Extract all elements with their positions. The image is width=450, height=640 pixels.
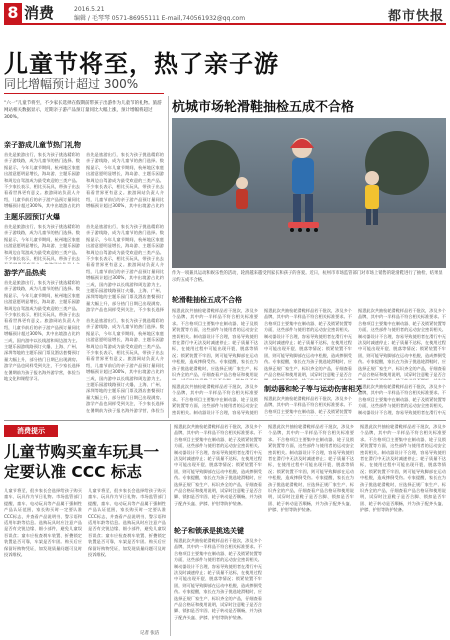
roller-skating-photo <box>172 118 446 268</box>
page-number: 8 <box>4 3 22 23</box>
right-subhead-2: 制动器和轮子等与运动伤害相关 <box>264 385 362 393</box>
main-body-col-3a: 首先是旅游出行，家长为孩子挑选精彩的亲子游线路，成为儿童节的热门选择。数据显示，今年儿童节期间，杭州地区家庭出游意愿明显增长，海岛游、主题乐园游和周边自驾游成为最受欢迎的三类产品。不少家长表示，相比买玩具，带孩子出去看看世界更有意义。旅游网站负责人介绍，儿童节前后的亲子游产品预订量同比增幅预计超过300%，其中出境游占比约三成，国内游中以长线游和周边游为主。主题乐园游线路预订火爆，上海、广州、深圳等地的主题乐园门票及酒店套餐预订量大幅上升，部分热门日期已出现满房。游学产品也同样受到关注，不少家长选择在暑期前为孩子报名海外游学营，体验当地文化和课程学习。 <box>4 280 80 382</box>
right-body-col-5: 据悉此次共抽检轮滑鞋样品若干批次，涉及多个品牌，其中约一半样品不符合相关标准要求。不合格项目主要集中在制动器、轮子及锁紧装置等方面，这些部件与使用者的运动安全密切相关。制动器设计不合理，容易导致使用 <box>172 384 258 415</box>
bottom-body-col-1: 儿童节将至，很多家长会选择给孩子购买童车、玩具作为节日礼物。市场监管部门提醒，童车、电动玩具等产品属于强制性产品认证范围，家长购买时一定要认准CCC标志，并查看产品说明书、警示语和适用年龄等信息。选购玩具时应注意产品是否有尖锐边缘、细小部件，避免儿童误吞误食；童车应检查刹车装置、折叠锁定装置是否可靠，车架是否牢固。购买后应保留好购物凭证，如发现质量问题可及时投诉维权。 <box>4 488 82 558</box>
main-subhead-1: 亲子游成儿童节热门礼物 <box>4 141 81 149</box>
main-body-col-3b: 首先是旅游出行，家长为孩子挑选精彩的亲子游线路，成为儿童节的热门选择。数据显示，今年儿童节期间，杭州地区家庭出游意愿明显增长，海岛游、主题乐园游和周边自驾游成为最受欢迎的三类产品。不少家长表示，相比买玩具，带孩子出去看看世界更有意义。旅游网站负责人介绍，儿童节前后的亲子游产品预订量同比增幅预计超过300%，其中出境游占比约三成，国内游中以长线游和周边游为主。主题乐园游线路预订火爆，上海、广州、深圳等地的主题乐园门票及酒店套餐预订量大幅上升，部分热门日期已出现满房。游学产品也同样受到关注，不少家长选择在暑期前为孩子报名海外游学营，体验当 <box>86 318 164 413</box>
issue-date: 2016.5.21 <box>74 6 105 13</box>
headline-rule <box>4 93 164 94</box>
bottom-headline: 儿童节购买童车玩具一定要认准 CCC 标志 <box>4 443 160 481</box>
column-divider <box>168 96 169 418</box>
right-body-col-4: 据悉此次共抽检轮滑鞋样品若干批次，涉及多个品牌，其中约一半样品不符合相关标准要求。不合格项目主要集中在制动器、轮子及锁紧装置等 <box>264 396 352 414</box>
right-body-col-2: 据悉此次共抽检轮滑鞋样品若干批次，涉及多个品牌，其中约一半样品不符合相关标准要求。不合格项目主要集中在制动器、轮子及锁紧装置等方面，这些部件与使用者的运动安全密切相关。制动器设计不合理，容易导致使用者在滑行中无法及时减速停止；轮子质量不达标，在使用过程中可能出现开裂、脱落等情况；锁紧装置不牢固，则可能导致脚部在运动中松脱，造成摔倒受伤。专家提醒，家长在为孩子挑选轮滑鞋时，应选择正规厂家生产、标识齐全的产品，仔细查看产品合格证和使用说明，试穿时注意鞋子是否合 <box>264 308 352 378</box>
right-bottom-col-1: 据悉此次共抽检轮滑鞋样品若干批次，涉及多个品牌，其中约一半样品不符合相关标准要求。不合格项目主要集中在制动器、轮子及锁紧装置等方面，这些部件与使用者的运动安全密切相关。制动器设计不合理，容易导致使用者在滑行中无法及时减速停止；轮子质量不达标，在使用过程中可能出现开裂、脱落等情况；锁紧装置不牢固，则可能导致脚部在运动中松脱，造成摔倒受伤。专家提醒，家长在为孩子挑选轮滑鞋时，应选择正规厂家生产、标识齐全的产品，仔细查看产品合格证和使用说明，试穿时注意鞋子是否合脚、锁扣是否牢固、轮子转动是否顺畅，并为孩子配齐头盔、护膝、护肘等防护装备。 <box>174 424 262 506</box>
consumer-tip-tag: 消费提示 <box>4 425 58 437</box>
bottom-author: 记者 张洁 <box>140 631 160 636</box>
section-divider <box>4 420 446 421</box>
right-bottom-col-3: 据悉此次共抽检轮滑鞋样品若干批次，涉及多个品牌，其中约一半样品不符合相关标准要求。不合格项目主要集中在制动器、轮子及锁紧装置等方面，这些部件与使用者的运动安全密切相关。制动器设计不合理，容易导致使用者在滑行中无法及时减速停止；轮子质量不达标，在使用过程中可能出现开裂、脱落等情况；锁紧装置不牢固，则可能导致脚部在运动中松脱，造成摔倒受伤。专家提醒，家长在为孩子挑选轮滑鞋时，应选择正规厂家生产、标识齐全的产品，仔细查看产品合格证和使用说明，试穿时注意鞋子是否合脚、锁扣是否牢固、轮子转动是否顺畅，并为孩子配齐头盔、护膝、护肘等防护装备。 <box>268 424 354 513</box>
main-body-col-1b: 首先是旅游出行，家长为孩子挑选精彩的亲子游线路，成为儿童节的热门选择。数据显示，今年儿童节期间，杭州地区家庭出游意愿明显增长，海岛游、主题乐园游和周边自驾游成为最受欢迎的三类产品。不少家长表示，相比买玩具，带孩子出去看看世界更有意义。旅游网站负责人介绍，儿童节前后的亲子游产品预订量同比增幅预计超过300%，其中出境游占比约 <box>86 152 164 209</box>
right-headline: 杭城市场轮滑鞋抽检五成不合格 <box>172 100 355 115</box>
main-headline: 儿童节将至，热了亲子游 <box>4 50 279 78</box>
editor-line: 编辑 / 毛琴琴 0571-86955111 E-mail,740561932@qq.com <box>74 15 246 22</box>
main-subhead-3: 游学产品热卖 <box>4 269 46 277</box>
page-header <box>4 3 446 25</box>
main-subheadline: 同比增幅预计超过 300% <box>4 77 139 91</box>
photo-caption: 作为一项兼具运动和娱乐性的活动，轮滑越来越受到家长和孩子的喜爱。近日，杭州市市场监管部门对市场上销售的轮滑鞋进行了抽检，结果显示约五成不合格。 <box>172 271 443 283</box>
right-subhead-1: 轮滑鞋抽检五成不合格 <box>172 296 242 304</box>
main-subhead-2: 主题乐园预订火爆 <box>4 213 60 221</box>
right-subhead-3: 轮子和锁承是挑选关键 <box>174 527 244 535</box>
main-body-col-2a: 首先是旅游出行，家长为孩子挑选精彩的亲子游线路，成为儿童节的热门选择。数据显示，今年儿童节期间，杭州地区家庭出游意愿明显增长，海岛游、主题乐园游和周边自驾游成为最受欢迎的三类产品。不少家长表示，相比买玩具，带孩子出去 <box>4 224 80 262</box>
right-bottom-col-2: 据悉此次共抽检轮滑鞋样品若干批次，涉及多个品牌，其中约一半样品不符合相关标准要求。不合格项目主要集中在制动器、轮子及锁紧装置等方面，这些部件与使用者的运动安全密切相关。制动器设计不合理，容易导致使用者在滑行中无法及时减速停止；轮子质量不达标，在使用过程中可能出现开裂、脱落等情况；锁紧装置不牢固，则可能导致脚部在运动中松脱，造成摔倒受伤。专家提醒，家长在为孩子挑选轮滑鞋时，应选择正规厂家生产、标识齐全的产品，仔细查看产品合格证和使用说明，试穿时注意鞋子是否合脚、锁扣是否牢固、轮子转动是否顺畅，并为孩子配齐头盔、护膝、护肘等防护装备。 <box>174 538 262 620</box>
bottom-column-divider <box>170 424 171 636</box>
main-body-col-1a: 首先是旅游出行，家长为孩子挑选精彩的亲子游线路，成为儿童节的热门选择。数据显示，今年儿童节期间，杭州地区家庭出游意愿明显增长，海岛游、主题乐园游和周边自驾游成为最受欢迎的三类产品。不少家长表示，相比买玩具，带孩子出去看看世界更有意义。旅游网站负责人介绍，儿童节前后的亲子游产品预订量同比增幅预计超过300%，其中出境游占比约 <box>4 152 80 209</box>
main-lead: “六一”儿童节将至，不少家长选择在假期前带孩子出游作为儿童节的礼物。旅游网站相关数据显示，近期亲子游产品预订量同比大幅上涨，预计增幅将超过300%。 <box>4 101 162 120</box>
right-body-col-3: 据悉此次共抽检轮滑鞋样品若干批次，涉及多个品牌，其中约一半样品不符合相关标准要求。不合格项目主要集中在制动器、轮子及锁紧装置等方面，这些部件与使用者的运动安全密切相关。制动器设计不合理，容易导致使用者在滑行中无法及时减速停止；轮子质量不达标，在使用过程中可能出现开裂、脱落等情况；锁紧装置不牢固，则可能导致脚部在运动中松脱，造成摔倒受伤。专家提醒，家长在为孩子挑选轮滑鞋时，应选择正规厂家生产、标识齐全的产品，仔细查看产品合格证和使用说明，试穿时注意鞋子是否合 <box>358 308 446 378</box>
main-body-col-2b: 首先是旅游出行，家长为孩子挑选精彩的亲子游线路，成为儿童节的热门选择。数据显示，今年儿童节期间，杭州地区家庭出游意愿明显增长，海岛游、主题乐园游和周边自驾游成为最受欢迎的三类产品。不少家长表示，相比买玩具，带孩子出去看看世界更有意义。旅游网站负责人介绍，儿童节前后的亲子游产品预订量同比增幅预计超过300%，其中出境游占比约三成，国内游中以长线游和周边游为主。主题乐园游线路预订火爆，上海、广州、深圳等地的主题乐园门票及酒店套餐预订量大幅上升，部分热门日期已出现满房。游学产品也同样受到关注，不少家长选择 <box>86 224 164 313</box>
bottom-body-col-2: 儿童节将至，很多家长会选择给孩子购买童车、玩具作为节日礼物。市场监管部门提醒，童车、电动玩具等产品属于强制性产品认证范围，家长购买时一定要认准CCC标志，并查看产品说明书、警示语和适用年龄等信息。选购玩具时应注意产品是否有尖锐边缘、细小部件，避免儿童误吞误食；童车应检查刹车装置、折叠锁定装置是否可靠，车架是否牢固。购买后应保留好购物凭证，如发现质量问题可及时投诉维权。 <box>88 488 166 558</box>
right-body-col-1: 据悉此次共抽检轮滑鞋样品若干批次，涉及多个品牌，其中约一半样品不符合相关标准要求。不合格项目主要集中在制动器、轮子及锁紧装置等方面，这些部件与使用者的运动安全密切相关。制动器设计不合理，容易导致使用者在滑行中无法及时减速停止；轮子质量不达标，在使用过程中可能出现开裂、脱落等情况；锁紧装置不牢固，则可能导致脚部在运动中松脱，造成摔倒受伤。专家提醒，家长在为孩子挑选轮滑鞋时，应选择正规厂家生产、标识齐全的产品，仔细查看产品合格证和使用说 <box>172 308 258 378</box>
section-name: 消费 <box>24 4 55 22</box>
header-meta <box>74 5 245 23</box>
right-body-col-6: 据悉此次共抽检轮滑鞋样品若干批次，涉及多个品牌，其中约一半样品不符合相关标准要求。不合格项目主要集中在制动器、轮子及锁紧装置等方面，这些部件与使用者的运动安全密切相关。制动器设计不合理，容易导致使用者在滑行中无 <box>358 384 446 415</box>
newspaper-brand: 都市快报 <box>387 9 444 24</box>
right-bottom-col-4: 据悉此次共抽检轮滑鞋样品若干批次，涉及多个品牌，其中约一半样品不符合相关标准要求。不合格项目主要集中在制动器、轮子及锁紧装置等方面，这些部件与使用者的运动安全密切相关。制动器设计不合理，容易导致使用者在滑行中无法及时减速停止；轮子质量不达标，在使用过程中可能出现开裂、脱落等情况；锁紧装置不牢固，则可能导致脚部在运动中松脱，造成摔倒受伤。专家提醒，家长在为孩子挑选轮滑鞋时，应选择正规厂家生产、标识齐全的产品，仔细查看产品合格证和使用说明，试穿时注意鞋子是否合脚、锁扣是否牢固、轮子转动是否顺畅，并为孩子配齐头盔、护膝、护肘等防护装备。 <box>360 424 446 513</box>
